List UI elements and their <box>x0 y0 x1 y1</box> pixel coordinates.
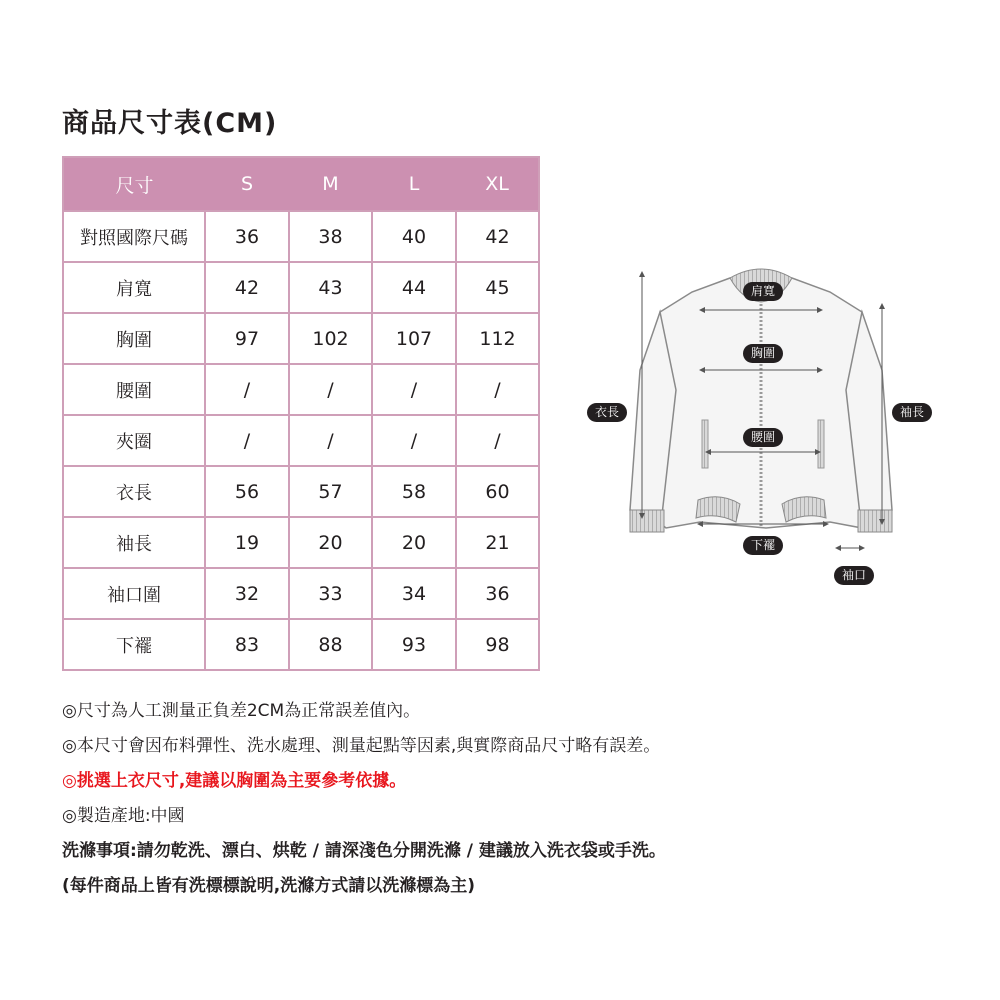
table-cell: 102 <box>289 313 372 364</box>
row-label: 衣長 <box>63 466 205 517</box>
diagram-label-cuff: 袖口 <box>834 566 874 585</box>
table-row <box>63 262 539 313</box>
row-label: 對照國際尺碼 <box>63 211 205 262</box>
header-cell-l: L <box>372 157 456 211</box>
table-cell: 42 <box>456 211 539 262</box>
note-origin: ◎製造產地:中國 <box>62 806 185 826</box>
table-cell: 43 <box>289 262 372 313</box>
diagram-label-shoulder: 肩寬 <box>743 282 783 301</box>
table-cell: / <box>372 364 456 415</box>
table-cell: 20 <box>289 517 372 568</box>
table-row <box>63 415 539 466</box>
table-cell: / <box>289 364 372 415</box>
note-washing: 洗滌事項:請勿乾洗、漂白、烘乾 / 請深淺色分開洗滌 / 建議放入洗衣袋或手洗。 <box>62 841 666 861</box>
table-cell: 40 <box>372 211 456 262</box>
row-label: 腰圍 <box>63 364 205 415</box>
table-cell: 33 <box>289 568 372 619</box>
table-cell: 56 <box>205 466 289 517</box>
diagram-label-chest: 胸圍 <box>743 344 783 363</box>
note-variance: ◎本尺寸會因布料彈性、洗水處理、測量起點等因素,與實際商品尺寸略有誤差。 <box>62 736 661 756</box>
table-cell: 58 <box>372 466 456 517</box>
table-cell: / <box>372 415 456 466</box>
diagram-label-hem: 下襬 <box>743 536 783 555</box>
row-label: 袖口圍 <box>63 568 205 619</box>
header-cell-size: 尺寸 <box>63 157 205 211</box>
table-cell: 19 <box>205 517 289 568</box>
table-cell: 60 <box>456 466 539 517</box>
table-cell: 98 <box>456 619 539 670</box>
table-row <box>63 568 539 619</box>
row-label: 胸圍 <box>63 313 205 364</box>
table-cell: 20 <box>372 517 456 568</box>
table-cell: 36 <box>205 211 289 262</box>
notes-section <box>62 694 666 904</box>
note-fit-advice: ◎挑選上衣尺寸,建議以胸圍為主要參考依據。 <box>62 771 407 791</box>
row-label: 袖長 <box>63 517 205 568</box>
header-cell-xl: XL <box>456 157 539 211</box>
header-cell-m: M <box>289 157 372 211</box>
table-cell: 112 <box>456 313 539 364</box>
diagram-label-sleeve: 袖長 <box>892 403 932 422</box>
table-row <box>63 517 539 568</box>
diagram-label-waist: 腰圍 <box>743 428 783 447</box>
table-cell: 45 <box>456 262 539 313</box>
table-cell: / <box>456 415 539 466</box>
header-cell-s: S <box>205 157 289 211</box>
table-cell: 38 <box>289 211 372 262</box>
table-header-row <box>63 157 539 211</box>
table-row <box>63 619 539 670</box>
jacket-diagram <box>580 260 940 590</box>
table-cell: 44 <box>372 262 456 313</box>
table-cell: 32 <box>205 568 289 619</box>
table-cell: 36 <box>456 568 539 619</box>
table-row <box>63 466 539 517</box>
row-label: 下襬 <box>63 619 205 670</box>
table-row <box>63 364 539 415</box>
table-cell: 57 <box>289 466 372 517</box>
table-cell: 97 <box>205 313 289 364</box>
table-cell: / <box>456 364 539 415</box>
table-cell: 83 <box>205 619 289 670</box>
table-row <box>63 313 539 364</box>
table-cell: 42 <box>205 262 289 313</box>
note-tolerance: ◎尺寸為人工測量正負差2CM為正常誤差值內。 <box>62 701 421 721</box>
table-cell: 93 <box>372 619 456 670</box>
row-label: 肩寬 <box>63 262 205 313</box>
table-cell: 107 <box>372 313 456 364</box>
table-row <box>63 211 539 262</box>
diagram-label-length: 衣長 <box>587 403 627 422</box>
table-cell: / <box>205 415 289 466</box>
table-cell: 21 <box>456 517 539 568</box>
page-title: 商品尺寸表(CM) <box>62 108 278 139</box>
table-cell: / <box>205 364 289 415</box>
note-washing-label: (每件商品上皆有洗標標說明,洗滌方式請以洗滌標為主) <box>62 876 475 896</box>
table-cell: / <box>289 415 372 466</box>
row-label: 夾圈 <box>63 415 205 466</box>
table-cell: 34 <box>372 568 456 619</box>
table-cell: 88 <box>289 619 372 670</box>
size-table <box>62 156 540 671</box>
